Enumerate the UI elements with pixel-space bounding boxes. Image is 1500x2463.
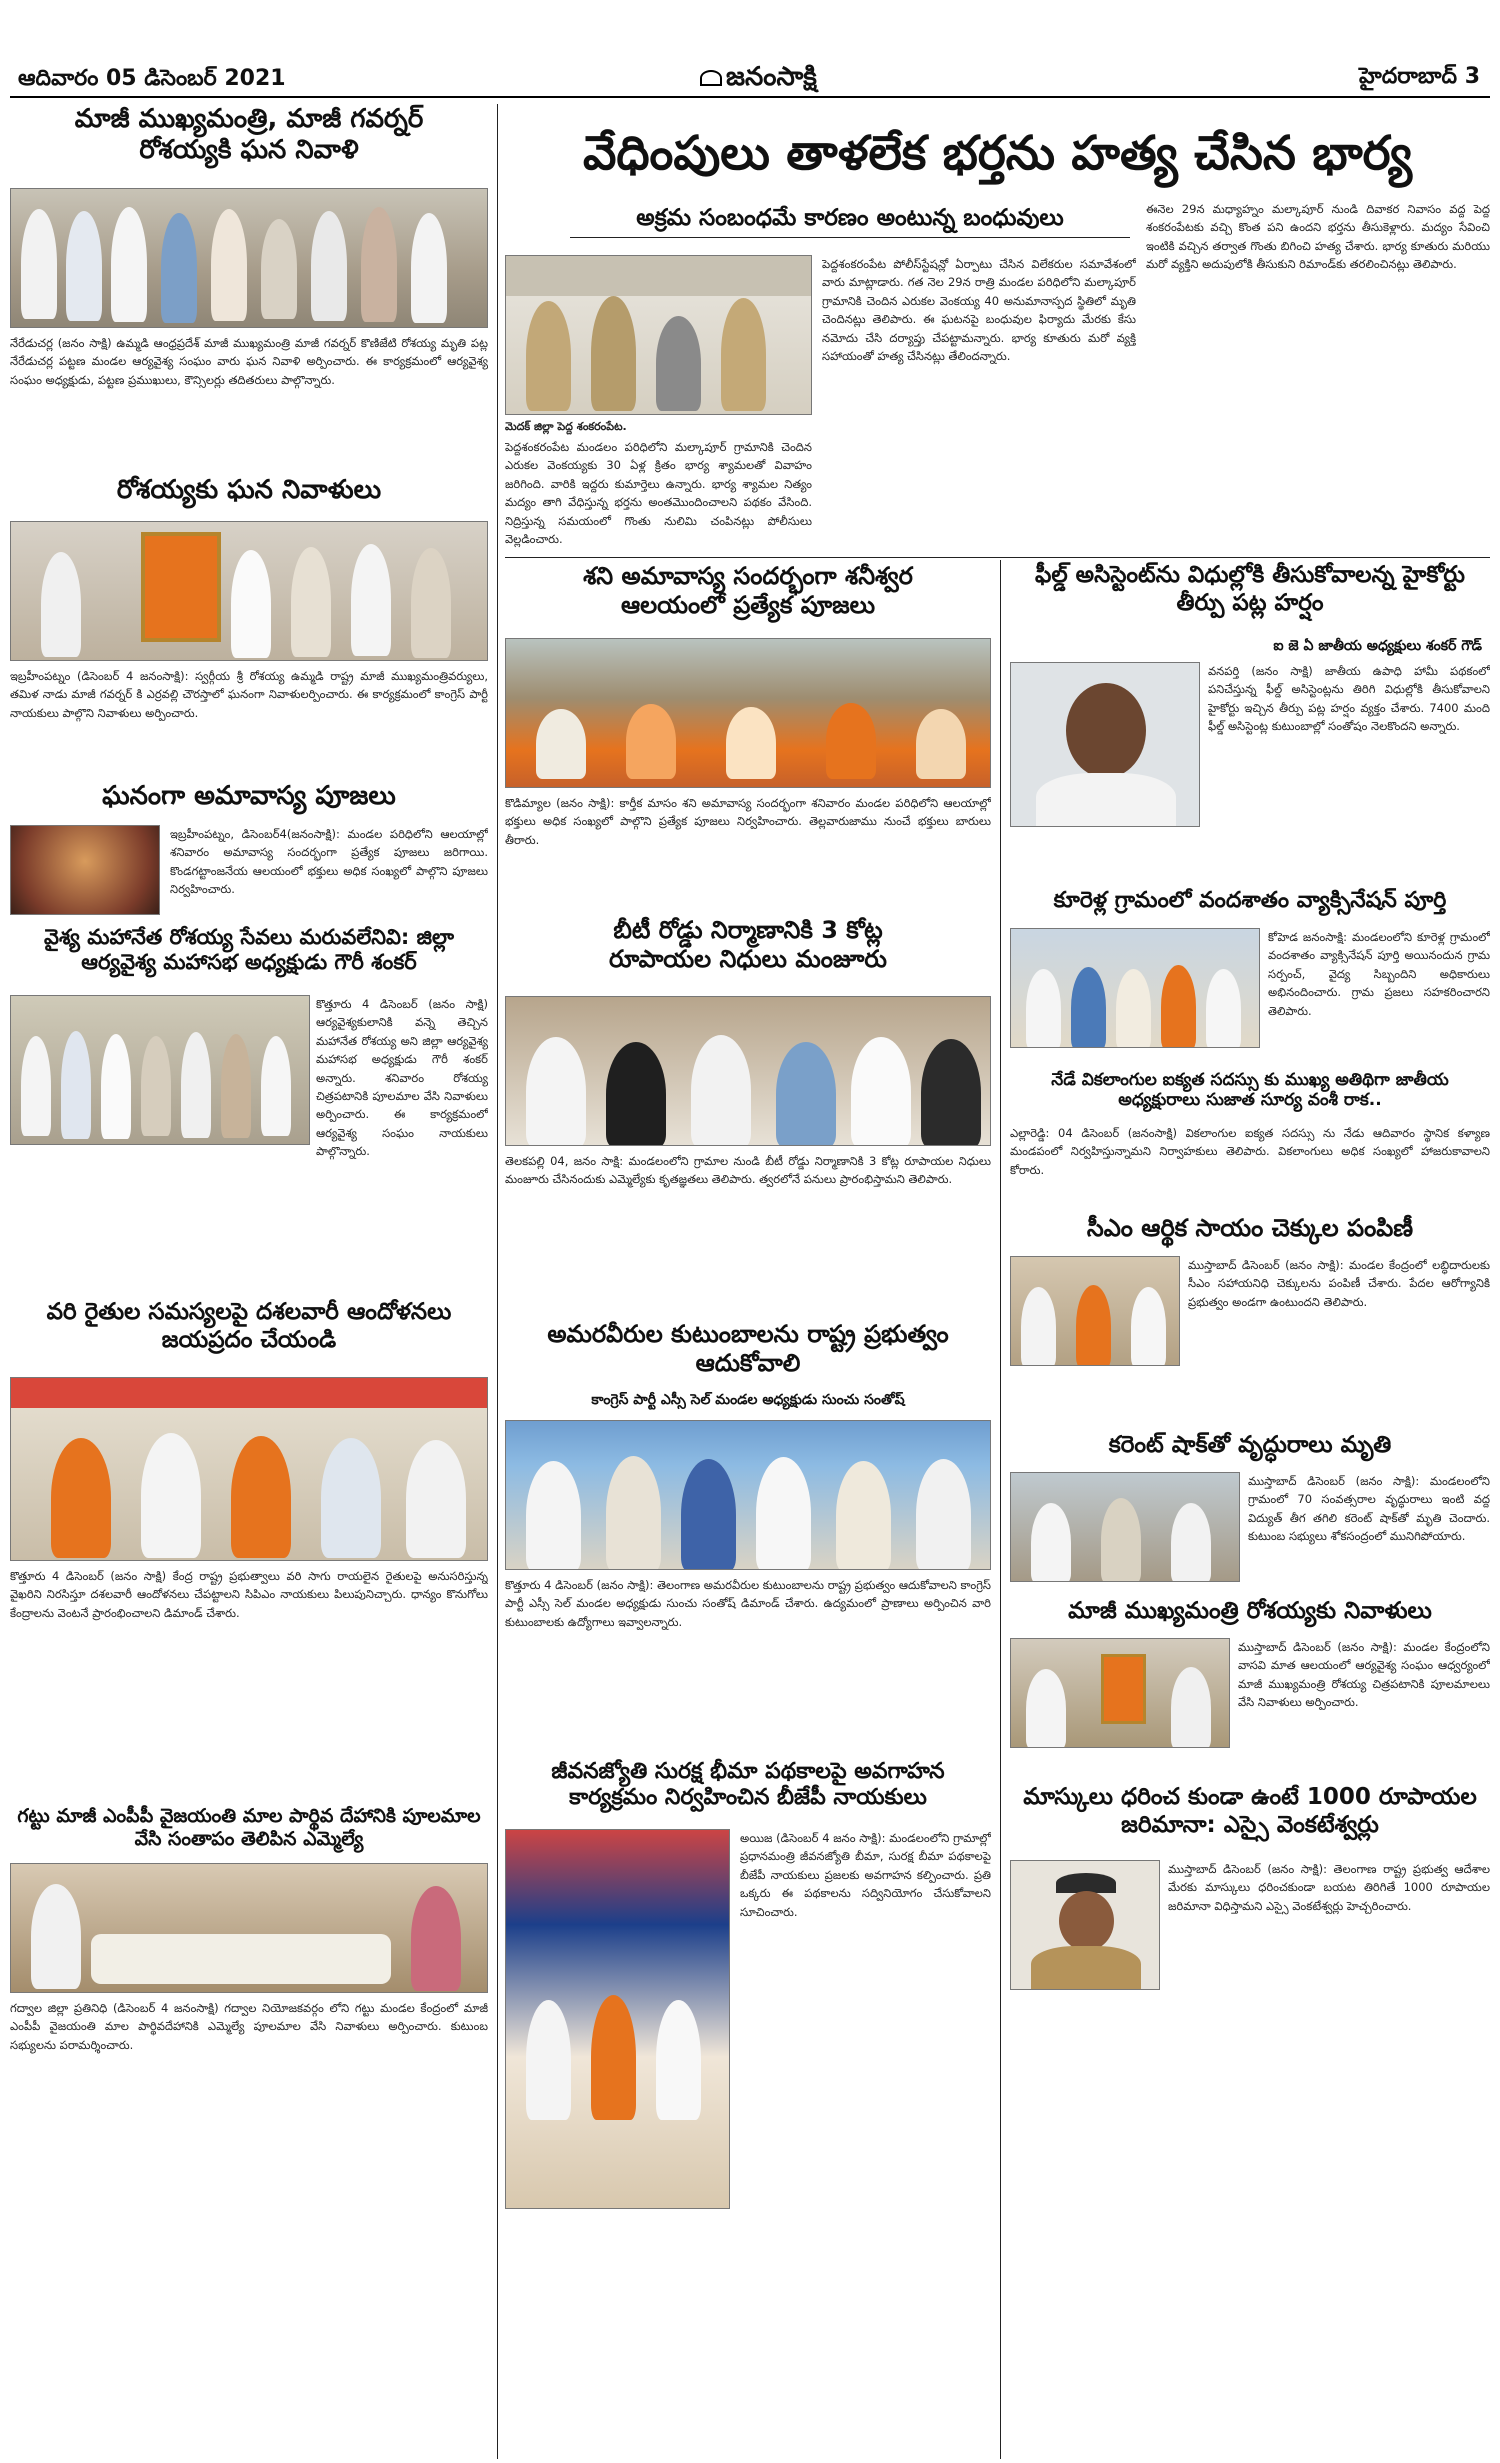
middle-column: [505, 562, 991, 2459]
article-body: ఎల్లారెడ్డి: 04 డిసెంబర్ (జనంసాక్షి) వికలాంగుల ఐక్యత సదస్సు ను నేడు ఆదివారం స్థానిక కళ్యాణ మండపంలో నిర్వహిస్తున్నామని నిర్వాహకులు తెలిపారు. వికలాంగులు అధిక సంఖ్యలో హాజరుకావాలని కోరారు.: [1010, 1126, 1490, 1177]
article-block: [505, 1829, 991, 2209]
article-photo: [10, 995, 310, 1145]
article-body: ముస్తాబాద్ డిసెంబర్ (జనం సాక్షి): మండల కేంద్రంలోని వాసవి మాత ఆలయంలో ఆర్యవైశ్య సంఘం ఆధ్వర్యంలో మాజీ ముఖ్యమంత్రి రోశయ్య చిత్రపటానికి పూలమాలలు వేసి నివాళులు అర్పించారు.: [1238, 1640, 1490, 1710]
article-photo: [10, 1863, 488, 1993]
article-headline: మాజీ ముఖ్యమంత్రి, మాజీ గవర్నర్ రోశయ్యకి ఘన నివాళి: [74, 104, 424, 166]
lead-photo-caption: మెదక్ జిల్లా పెద్ద శంకరంపేట.: [505, 420, 627, 433]
article-body: నేరేడుచర్ల (జనం సాక్షి) ఉమ్మడి ఆంధ్రప్రదేశ్ మాజీ ముఖ్యమంత్రి మాజీ గవర్నర్ కొణిజేటి రోశయ్య మృతి పట్ల నేరేడుచర్ల పట్టణ మండల ఆర్యవైశ్య సంఘం వారు ఘన నివాళి అర్పించారు. ఈ కార్యక్రమంలో ఆర్యవైశ్య సంఘం అధ్యక్షుడు, పట్టణ ప్రముఖులు, కౌన్సిలర్లు తదితరులు పాల్గొన్నారు.: [10, 336, 488, 387]
article-block: [1010, 1472, 1490, 1592]
article-body: వనపర్తి (జనం సాక్షి) జాతీయ ఉపాధి హామీ పథకంలో పనిచేస్తున్న ఫీల్డ్ అసిస్టెంట్లను తిరిగి విధుల్లోకి తీసుకోవాలని హైకోర్టు ఇచ్చిన తీర్పు పట్ల హర్షం వ్యక్తం చేశారు. 7400 మంది ఫీల్డ్ అసిస్టెంట్ల కుటుంబాల్లో సంతోషం నెలకొందని అన్నారు.: [1208, 664, 1490, 734]
article-block: [10, 825, 488, 915]
logo-text: జనంసాక్షి: [726, 62, 817, 92]
article-photo: [10, 188, 488, 328]
article-photo: [505, 996, 991, 1146]
article-block: [1010, 1256, 1490, 1426]
column-divider: [1000, 560, 1001, 2459]
article-headline: కరెంట్ షాక్‌తో వృద్ధురాలు మృతి: [1108, 1432, 1392, 1458]
article-body: తెలకపల్లి 04, జనం సాక్షి: మండలంలోని గ్రామాల నుండి బీటీ రోడ్డు నిర్మాణానికి 3 కోట్ల రూపాయల నిధులు మంజూరు చేసినందుకు ఎమ్మెల్యేకు కృతజ్ఞతలు తెలిపారు. త్వరలోనే పనులు ప్రారంభిస్తామని తెలిపారు.: [505, 1154, 991, 1187]
article-body: కొడిమ్యాల (జనం సాక్షి): కార్తీక మాసం శని అమావాస్య సందర్భంగా శనివారం మండల పరిధిలోని ఆలయాల్లో భక్తులు అధిక సంఖ్యలో పాల్గొని ప్రత్యేక పూజలు నిర్వహించారు. తెల్లవారుజాము నుంచే భక్తులు బారులు తీరారు.: [505, 796, 991, 847]
edition-city-name: హైదరాబాద్: [1359, 64, 1458, 89]
article-headline: వైశ్య మహానేత రోశయ్య సేవలు మరువలేనివి: జిల్లా ఆర్యవైశ్య మహాసభ అధ్యక్షుడు గౌరీ శంకర్: [44, 925, 454, 975]
article-headline: ఫీల్డ్ అసిస్టెంట్‌ను విధుల్లోకి తీసుకోవాలన్న హైకోర్టు తీర్పు పట్ల హర్షం: [1035, 562, 1465, 616]
article-body: ముస్తాబాద్ డిసెంబర్ (జనం సాక్షి): మండలంలోని గ్రామంలో 70 సంవత్సరాల వృద్ధురాలు ఇంటి వద్ద విద్యుత్ తీగ తగిలి కరెంట్ షాక్‌తో మృతి చెందారు. కుటుంబ సభ్యులు శోకసంద్రంలో మునిగిపోయారు.: [1248, 1474, 1490, 1544]
article-headline: అమరవీరుల కుటుంబాలను రాష్ట్ర ప్రభుత్వం ఆదుకోవాలి: [547, 1320, 949, 1377]
article-body: ముస్తాబాద్ డిసెంబర్ (జనం సాక్షి): మండల కేంద్రంలో లబ్ధిదారులకు సీఎం సహాయనిధి చెక్కులను పంపిణీ చేశారు. పేదల ఆరోగ్యానికి ప్రభుత్వం అండగా ఉంటుందని తెలిపారు.: [1188, 1258, 1490, 1309]
article-photo: [1010, 1472, 1240, 1582]
article-body: ముస్తాబాద్ డిసెంబర్ (జనం సాక్షి): తెలంగాణ రాష్ట్ర ప్రభుత్వ ఆదేశాల మేరకు మాస్కులు ధరించకుండా బయట తిరిగితే 1000 రూపాయల జరిమానా విధిస్తామని ఎస్సై వెంకటేశ్వర్లు హెచ్చరించారు.: [1168, 1862, 1490, 1913]
article-headline: బీటీ రోడ్డు నిర్మాణానికి 3 కోట్ల రూపాయల నిధులు మంజూరు: [609, 916, 887, 973]
lead-body: ఈనెల 29న మధ్యాహ్నం మల్కాపూర్ నుండి దివాకర నివాసం వద్ద పెద్ద శంకరంపేటకు వచ్చి కొంత పని ఉందని భర్తను తీసుకెళ్లారు. మద్యం సేవించి ఇంటికి వచ్చిన తర్వాత గొంతు బిగించి హత్య చేశారు. భార్య కూతురు మరియు మరో వ్యక్తిని అదుపులోకి తీసుకుని రిమాండ్‌కు తరలించినట్లు తెలిపారు.: [1146, 202, 1490, 272]
section-divider: [505, 557, 1490, 558]
article-headline: కూరెళ్ల గ్రామంలో వందశాతం వ్యాక్సినేషన్ పూర్తి: [1053, 888, 1447, 913]
lead-headline: వేధింపులు తాళలేక భర్తను హత్య చేసిన భార్య: [582, 126, 1413, 181]
article-body: కోహెడ జనంసాక్షి: మండలంలోని కూరెళ్ల గ్రామంలో వందశాతం వ్యాక్సినేషన్ పూర్తి అయినందున గ్రామ సర్పంచ్, వైద్య సిబ్బందిని అధికారులు అభినందించారు. గ్రామ ప్రజలు సహకరించారని తెలిపారు.: [1268, 930, 1490, 1018]
article-photo: [1010, 662, 1200, 827]
article-block: [1010, 1860, 1490, 2010]
article-photo: [505, 1829, 730, 2209]
article-headline: గట్టు మాజీ ఎంపీపీ వైజయంతి మాల పార్థివ దేహానికి పూలమాల వేసి సంతాపం తెలిపిన ఎమ్మెల్యే: [17, 1805, 481, 1850]
edition-city: [1359, 64, 1480, 94]
article-headline: జీవనజ్యోతి సురక్ష భీమా పథకాలపై అవగాహన కార్యక్రమం నిర్వహించిన బీజేపీ నాయకులు: [551, 1759, 945, 1811]
article-body: ఇబ్రహీంపట్నం, డిసెంబర్4(జనంసాక్షి): మండల పరిధిలోని ఆలయాల్లో శనివారం అమావాస్య సందర్భంగా ప్రత్యేక పూజలు జరిగాయి. కొండగట్టాంజనేయ ఆలయంలో భక్తులు అధిక సంఖ్యలో పాల్గొని పూజలు నిర్వహించారు.: [170, 827, 488, 897]
article-headline: శని అమావాస్య సందర్భంగా శనీశ్వర ఆలయంలో ప్రత్యేక పూజలు: [583, 562, 913, 619]
article-subhead: ఐ జె ఏ జాతీయ అధ్యక్షులు శంకర్ గౌడ్: [1273, 638, 1482, 654]
column-divider: [497, 104, 498, 2459]
article-block: [10, 995, 488, 1287]
page-number: 3: [1464, 64, 1480, 89]
article-photo: [1010, 1256, 1180, 1366]
article-block: [1010, 928, 1490, 1066]
article-headline: మాజీ ముఖ్యమంత్రి రోశయ్యకు నివాళులు: [1068, 1598, 1432, 1624]
lead-body: పెద్దశంకరంపేట పోలీస్‌స్టేషన్లో ఏర్పాటు చేసిన విలేకరుల సమావేశంలో వారు మాట్లాడారు. గత నెల 29న రాత్రి మండల పరిధిలోని మల్కాపూర్ గ్రామానికి చెందిన ఎరుకల వెంకయ్య 40 అనుమానాస్పద స్థితిలో మృతి చెందినట్లు తెలిపారు. ఈ ఘటనపై బంధువుల ఫిర్యాదు మేరకు కేసు నమోదు చేసి దర్యాప్తు చేపట్టామన్నారు. భార్య కూతురు మరో వ్యక్తి సహాయంతో హత్య చేసినట్లు తేలిందన్నారు.: [822, 257, 1136, 363]
article-photo: [1010, 1638, 1230, 1748]
article-body: కొత్తూరు 4 డిసెంబర్ (జనం సాక్షి) కేంద్ర రాష్ట్ర ప్రభుత్వాలు వరి సాగు రాయలైన రైతులపై అనుసరిస్తున్న వైఖరిని నిరసిస్తూ దశలవారీ ఆందోళనలు చేపట్టాలని సిపిఎం నాయకులు పిలుపునిచ్చారు. ధాన్యం కొనుగోలు కేంద్రాలను వెంటనే ప్రారంభించాలని డిమాండ్ చేశారు.: [10, 1569, 488, 1620]
article-body: గద్వాల జిల్లా ప్రతినిధి (డిసెంబర్ 4 జనంసాక్షి) గద్వాల నియోజకవర్గం లోని గట్టు మండల కేంద్రంలో మాజీ ఎంపీపీ వైజయంతి మాల పార్థివదేహానికి ఎమ్మెల్యే పూలమాల వేసి నివాళులు అర్పించారు. కుటుంబ సభ్యులను పరామర్శించారు.: [10, 2001, 488, 2052]
article-photo: [10, 825, 160, 915]
article-photo: [1010, 1860, 1160, 1990]
article-headline: సీఎం ఆర్థిక సాయం చెక్కుల పంపిణీ: [1086, 1214, 1414, 1242]
lead-subhead: అక్రమ సంబంధమే కారణం అంటున్న బంధువులు: [570, 205, 1130, 238]
article-block: [1010, 1638, 1490, 1778]
article-photo: [505, 638, 991, 788]
article-headline: రోశయ్యకు ఘన నివాళులు: [116, 475, 382, 505]
lead-photo: [505, 255, 812, 415]
article-headline: నేడే వికలాంగుల ఐక్యత సదస్సు కు ముఖ్య అతిథిగా జాతీయ అధ్యక్షురాలు సుజాత సూర్య వంశీ రాక..: [1051, 1070, 1449, 1111]
article-subhead: కాంగ్రెస్ పార్టీ ఎస్సీ సెల్ మండల అధ్యక్షుడు సుంచు సంతోష్: [591, 1392, 905, 1408]
article-headline: మాస్కులు ధరించ కుండా ఉంటే 1000 రూపాయల జరిమానా: ఎస్సై వెంకటేశ్వర్లు: [1023, 1784, 1477, 1838]
article-block: [1010, 662, 1490, 882]
article-photo: [10, 521, 488, 661]
left-column: [10, 104, 488, 2459]
article-body: కొత్తూరు 4 డిసెంబర్ (జనం సాక్షి): తెలంగాణ అమరవీరుల కుటుంబాలను రాష్ట్ర ప్రభుత్వం ఆదుకోవాలని కాంగ్రెస్ పార్టీ ఎస్సీ సెల్ మండల అధ్యక్షుడు సుంచు సంతోష్ డిమాండ్ చేశారు. ఉద్యమంలో ప్రాణాలు అర్పించిన వారి కుటుంబాలకు ఉద్యోగాలు ఇవ్వాలన్నారు.: [505, 1578, 991, 1629]
article-headline: వరి రైతుల సమస్యలపై దశలవారీ ఆందోళనలు జయప్రదం చేయండి: [46, 1299, 452, 1353]
masthead: [10, 58, 1490, 98]
right-column: [1010, 562, 1490, 2459]
issue-date: ఆదివారం 05 డిసెంబర్ 2021: [18, 66, 286, 91]
newspaper-logo: [700, 62, 817, 98]
article-photo: [505, 1420, 991, 1570]
logo-emblem-icon: [700, 70, 722, 86]
article-photo: [1010, 928, 1260, 1048]
article-body: అయిజ (డిసెంబర్ 4 జనం సాక్షి): మండలంలోని గ్రామాల్లో ప్రధానమంత్రి జీవనజ్యోతి బీమా, సురక్ష బీమా పథకాలపై బీజేపీ నాయకులు ప్రజలకు అవగాహన కల్పించారు. ప్రతి ఒక్కరు ఈ పథకాలను సద్వినియోగం చేసుకోవాలని సూచించారు.: [740, 1831, 991, 1919]
lead-body: పెద్దశంకరంపేట మండలం పరిధిలోని మల్కాపూర్ గ్రామానికి చెందిన ఎరుకల వెంకయ్యకు 30 ఏళ్ల క్రితం భార్య శ్యామలతో వివాహం జరిగింది. వారికి ఇద్దరు కుమార్తెలు ఉన్నారు. భార్య శ్యామల నిత్యం మద్యం తాగి వేధిస్తున్న భర్తను అంతమొందించాలని పథకం వేసింది. నిద్రిస్తున్న సమయంలో గొంతు నులిమి చంపినట్లు పోలీసులు వెల్లడించారు.: [505, 440, 812, 546]
article-headline: ఘనంగా అమావాస్య పూజలు: [102, 781, 396, 811]
article-body: ఇబ్రహీంపట్నం (డిసెంబర్ 4 జనంసాక్షి): స్వర్గీయ శ్రీ రోశయ్య ఉమ్మడి రాష్ట్ర మాజీ ముఖ్యమంత్రివర్యులు, తమిళ నాడు మాజీ గవర్నర్ కి ఎర్రవల్లి చౌరస్తాలో ఘనంగా నివాళులర్పించారు. ఈ కార్యక్రమంలో కాంగ్రెస్ పార్టీ నాయకులు పాల్గొని నివాళులు అర్పించారు.: [10, 669, 488, 720]
article-body: కొత్తూరు 4 డిసెంబర్ (జనం సాక్షి) ఆర్యవైశ్యకులానికి వన్నె తెచ్చిన మహానేత రోశయ్య అని జిల్లా ఆర్యవైశ్య మహాసభ అధ్యక్షుడు గౌరీ శంకర్ అన్నారు. శనివారం రోశయ్య చిత్రపటానికి పూలమాల వేసి నివాళులు అర్పించారు. ఈ కార్యక్రమంలో ఆర్యవైశ్య సంఘం నాయకులు పాల్గొన్నారు.: [316, 997, 488, 1159]
article-photo: [10, 1377, 488, 1561]
